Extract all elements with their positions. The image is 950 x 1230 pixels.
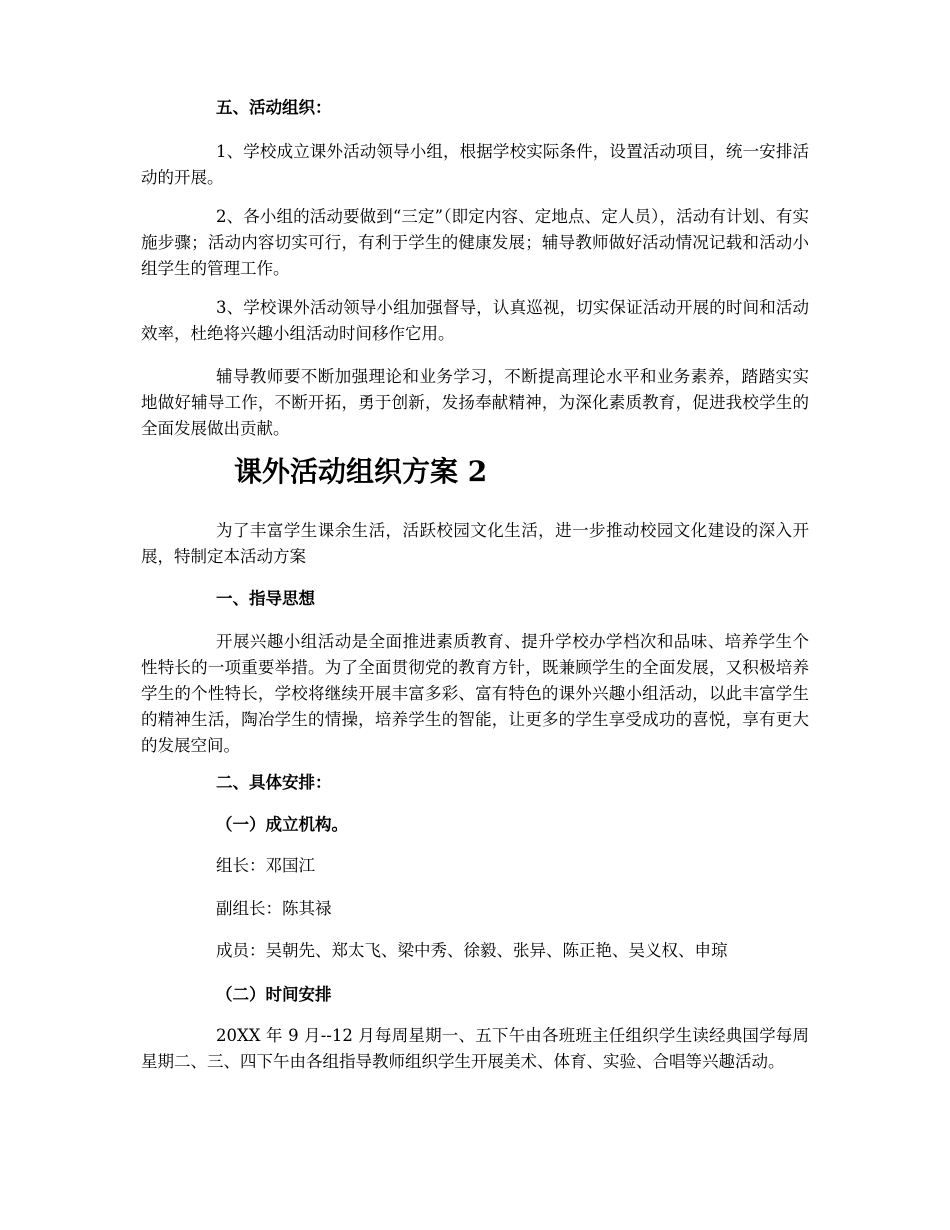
paragraph-time-arrangement: 20XX 年 9 月--12 月每周星期一、五下午由各班班主任组织学生读经典国学每周星期二、三、四下午由各组指导教师组织学生开展美术、体育、实验、合唱等兴趣活动。 bbox=[141, 1026, 809, 1071]
deputy-leader-line: 副组长：陈其禄 bbox=[216, 899, 332, 918]
members-line: 成员：吴朝先、郑太飞、梁中秀、徐毅、张异、陈正艳、吴义权、申琼 bbox=[216, 941, 728, 960]
paragraph-intro: 为了丰富学生课余生活，活跃校园文化生活，进一步推动校园文化建设的深入开展，特制定本活动方案 bbox=[141, 521, 809, 566]
subheading-time-arrangement: （二）时间安排 bbox=[216, 985, 332, 1004]
section-heading-activity-organization: 五、活动组织： bbox=[216, 98, 332, 117]
section-heading-arrangement: 二、具体安排： bbox=[216, 773, 332, 792]
document-title: 课外活动组织方案 2 bbox=[234, 455, 488, 488]
paragraph-closing: 辅导教师要不断加强理论和业务学习，不断提高理论水平和业务素养，踏踏实实地做好辅导工作，不断开拓，勇于创新，发扬奉献精神，为深化素质教育，促进我校学生的全面发展做出贡献。 bbox=[141, 367, 809, 438]
leader-line: 组长：邓国江 bbox=[216, 856, 315, 875]
section-heading-guiding-thought: 一、指导思想 bbox=[216, 589, 315, 608]
paragraph-item-1: 1、学校成立课外活动领导小组，根据学校实际条件，设置活动项目，统一安排活动的开展。 bbox=[141, 142, 809, 187]
subheading-organization: （一）成立机构。 bbox=[216, 815, 348, 834]
paragraph-guiding-thought: 开展兴趣小组活动是全面推进素质教育、提升学校办学档次和品味、培养学生个性特长的一项重要举措。为了全面贯彻党的教育方针，既兼顾学生的全面发展，又积极培养学生的个性特长，学校将继续开展丰富多彩、富有特色的课外兴趣小组活动，以此丰富学生的精神生活，陶冶学生的情操，培养学生的智能，让更多的学生享受成功的喜悦，享有更大的发展空间。 bbox=[141, 632, 809, 755]
paragraph-item-3: 3、学校课外活动领导小组加强督导，认真巡视，切实保证活动开展的时间和活动效率，杜绝将兴趣小组活动时间移作它用。 bbox=[141, 298, 809, 343]
paragraph-item-2: 2、各小组的活动要做到“三定”（即定内容、定地点、定人员），活动有计划、有实施步骤；活动内容切实可行，有利于学生的健康发展；辅导教师做好活动情况记载和活动小组学生的管理工作。 bbox=[141, 207, 809, 278]
